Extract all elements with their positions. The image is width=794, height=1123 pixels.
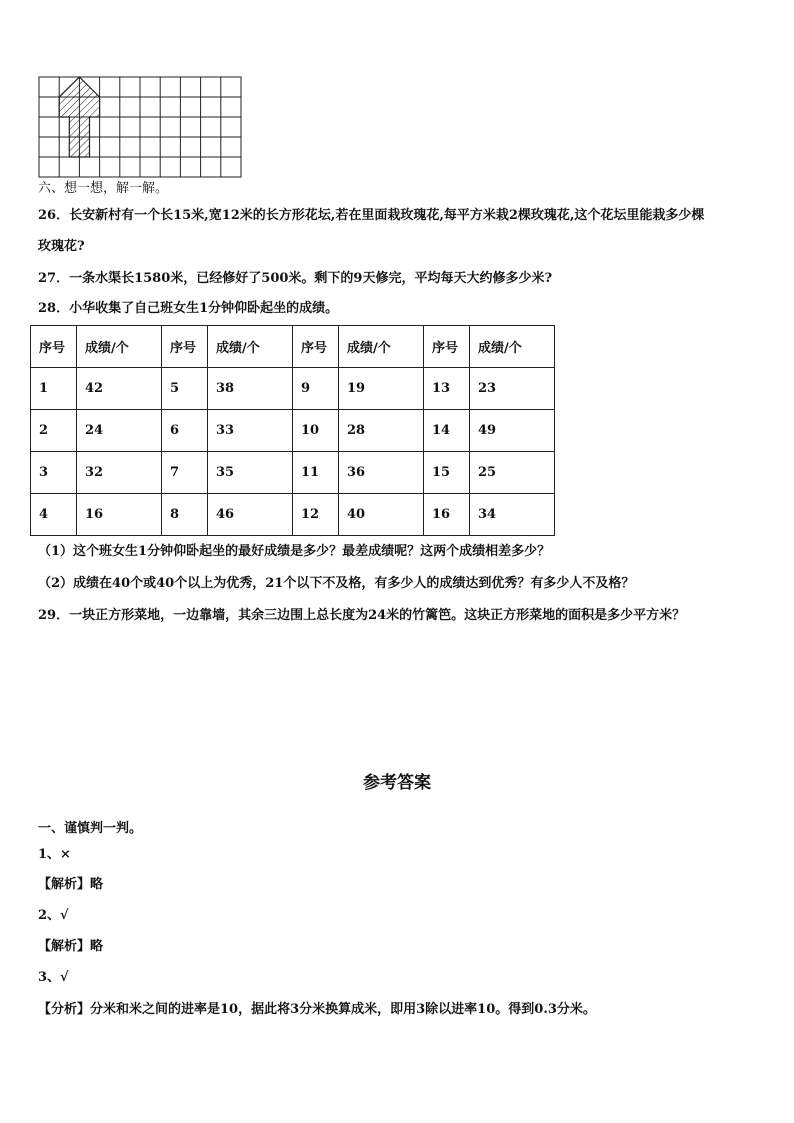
table-cell: 19 [339, 368, 424, 410]
header-cell: 成绩/个 [470, 326, 555, 368]
table-cell: 46 [208, 494, 293, 536]
answer-1: 1、× [38, 847, 71, 862]
answer-2-note: 【解析】略 [38, 939, 104, 954]
question-28: 28．小华收集了自己班女生1分钟仰卧起坐的成绩。 [38, 301, 339, 316]
table-cell: 24 [77, 410, 162, 452]
table-cell: 15 [424, 452, 470, 494]
table-cell: 1 [31, 368, 77, 410]
table-cell: 10 [293, 410, 339, 452]
table-cell: 16 [77, 494, 162, 536]
table-cell: 9 [293, 368, 339, 410]
table-cell: 35 [208, 452, 293, 494]
question-26-continued: 玫瑰花? [38, 239, 85, 254]
table-cell: 16 [424, 494, 470, 536]
table-cell: 12 [293, 494, 339, 536]
question-29: 29．一块正方形菜地，一边靠墙，其余三边围上总长度为24米的竹篱笆。这块正方形菜地的面积是多少平方米？ [38, 608, 686, 623]
table-cell: 14 [424, 410, 470, 452]
table-cell: 13 [424, 368, 470, 410]
table-cell: 8 [162, 494, 208, 536]
table-cell: 49 [470, 410, 555, 452]
table-header-row [31, 326, 555, 368]
table-row [31, 494, 555, 536]
table-cell: 25 [470, 452, 555, 494]
question-27: 27．一条水渠长1580米，已经修好了500米。剩下的9天修完，平均每天大约修多少米? [38, 271, 553, 286]
score-table [30, 325, 555, 536]
header-cell: 成绩/个 [77, 326, 162, 368]
table-cell: 23 [470, 368, 555, 410]
question-28-part-2: （2）成绩在40个或40个以上为优秀，21个以下不及格，有多少人的成绩达到优秀？有多少人不及格？ [38, 576, 635, 591]
section-6-heading: 六、想一想，解一解。 [38, 181, 169, 196]
header-cell: 序号 [162, 326, 208, 368]
table-row [31, 452, 555, 494]
answer-3-note: 【分析】分米和米之间的进率是10，据此将3分米换算成米，即用3除以进率10。得到0.3分米。 [38, 1002, 596, 1017]
table-cell: 36 [339, 452, 424, 494]
table-cell: 4 [31, 494, 77, 536]
grid-figure [38, 76, 244, 180]
answer-1-note: 【解析】略 [38, 877, 104, 892]
table-cell: 40 [339, 494, 424, 536]
table-cell: 32 [77, 452, 162, 494]
table-row [31, 368, 555, 410]
table-cell: 7 [162, 452, 208, 494]
header-cell: 序号 [293, 326, 339, 368]
answer-section-1-heading: 一、谨慎判一判。 [38, 821, 143, 836]
header-cell: 成绩/个 [339, 326, 424, 368]
table-cell: 5 [162, 368, 208, 410]
answer-2: 2、√ [38, 908, 69, 923]
header-cell: 序号 [31, 326, 77, 368]
table-cell: 11 [293, 452, 339, 494]
answer-3: 3、√ [38, 970, 69, 985]
question-26: 26．长安新村有一个长15米,宽12米的长方形花坛,若在里面栽玫瑰花,每平方米栽2棵玫瑰花,这个花坛里能栽多少棵 [38, 208, 705, 223]
table-cell: 42 [77, 368, 162, 410]
hatched-arrow-shape [59, 77, 99, 157]
table-cell: 6 [162, 410, 208, 452]
table-cell: 3 [31, 452, 77, 494]
answer-key-title: 参考答案 [363, 773, 431, 793]
question-28-part-1: （1）这个班女生1分钟仰卧起坐的最好成绩是多少？最差成绩呢？这两个成绩相差多少？ [38, 544, 551, 559]
header-cell: 序号 [424, 326, 470, 368]
table-cell: 28 [339, 410, 424, 452]
table-cell: 34 [470, 494, 555, 536]
table-cell: 33 [208, 410, 293, 452]
table-row [31, 410, 555, 452]
table-cell: 2 [31, 410, 77, 452]
table-cell: 38 [208, 368, 293, 410]
header-cell: 成绩/个 [208, 326, 293, 368]
